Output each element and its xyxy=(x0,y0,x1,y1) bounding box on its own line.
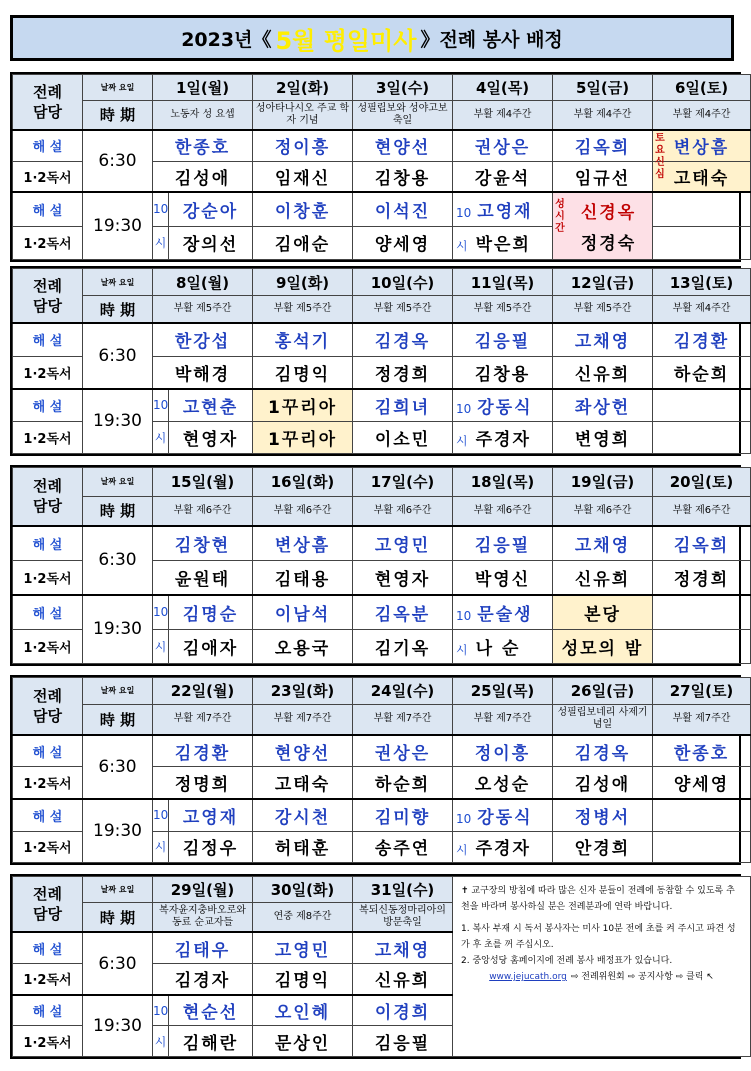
week-block xyxy=(10,72,741,262)
reader-name: 주경자 xyxy=(475,839,531,860)
sat-devotion-note: 토요신심 xyxy=(655,133,665,181)
time-early: 6:30 xyxy=(83,323,153,388)
reader-name xyxy=(653,421,751,453)
reader-name: 임재신 xyxy=(253,161,353,192)
commentator-name: 고현춘 xyxy=(169,389,253,422)
ten-label: 10 xyxy=(153,995,169,1026)
reader-name: 하순희 xyxy=(653,356,751,389)
reader-name: 정명희 xyxy=(153,767,253,799)
reader-name: 박해경 xyxy=(153,356,253,389)
reader-label: 1·2독서 xyxy=(13,356,83,389)
notes-box xyxy=(453,877,751,1057)
day-date: 24일(수) xyxy=(353,678,453,705)
ten-hour-label: 시 xyxy=(153,421,169,453)
reader-name: 문상인 xyxy=(253,1026,353,1057)
day-date: 6일(토) xyxy=(653,75,751,101)
time-late: 19:30 xyxy=(83,995,153,1057)
day-date: 11일(목) xyxy=(453,269,553,296)
page-title xyxy=(10,15,734,61)
reader-name: 김해란 xyxy=(169,1026,253,1057)
reader-name: 양세영 xyxy=(353,226,453,259)
day-feast: 부활 제7주간 xyxy=(153,704,253,735)
commentator-name: 한종호 xyxy=(153,130,253,161)
duty-line1: 전례 xyxy=(33,885,62,904)
day-feast: 부활 제7주간 xyxy=(453,704,553,735)
reader-name: 김애자 xyxy=(169,630,253,664)
commentator-name: 강동식 xyxy=(477,397,533,418)
reader-name: 임규선 xyxy=(553,161,653,192)
period-label: 時 期 xyxy=(83,100,153,130)
notes-item1: 1. 복사 부재 시 독서 봉사자는 미사 10분 전에 초를 켜 주시고 파견 성가 후 초를 꺼 주십시오. xyxy=(461,924,736,950)
reader-name: 김응필 xyxy=(353,1026,453,1057)
commentator-name: 고영민 xyxy=(353,526,453,561)
reader-name: 김정우 xyxy=(169,831,253,862)
commentator-name: 1꾸리아 xyxy=(253,389,353,422)
duty-line1: 전례 xyxy=(33,276,62,295)
reader-label: 1·2독서 xyxy=(13,964,83,995)
commentator-name xyxy=(653,192,751,226)
duty-line2: 담당 xyxy=(33,497,62,516)
day-feast: 부활 제4주간 xyxy=(553,100,653,130)
day-feast: 부활 제5주간 xyxy=(153,296,253,324)
day-date: 12일(금) xyxy=(553,269,653,296)
reader-name: 김기옥 xyxy=(353,630,453,664)
date-day-label: 날짜 요일 xyxy=(83,468,153,497)
time-late: 19:30 xyxy=(83,595,153,664)
holy-hour-cell xyxy=(553,192,653,259)
period-label: 時 期 xyxy=(83,296,153,324)
commentator-name: 고영민 xyxy=(253,932,353,963)
commentator-name: 홍석기 xyxy=(253,323,353,356)
period-label: 時 期 xyxy=(83,704,153,735)
period-label: 時 期 xyxy=(83,902,153,932)
reader-name: 송주연 xyxy=(353,831,453,862)
ten-label: 10 xyxy=(456,205,472,220)
reader-name: 윤원태 xyxy=(153,560,253,595)
day-feast: 성아타나시오 주교 학자 기념 xyxy=(253,100,353,130)
duty-line2: 담당 xyxy=(33,706,62,725)
commentator-name: 김태우 xyxy=(153,932,253,963)
reader-name xyxy=(653,630,751,664)
reader-label: 1·2독서 xyxy=(13,161,83,192)
commentator-name: 김명순 xyxy=(169,595,253,630)
reader-name: 정경희 xyxy=(653,560,751,595)
period-label: 時 期 xyxy=(83,496,153,525)
commentary-label: 해 설 xyxy=(13,192,83,226)
reader-name: 정경숙 xyxy=(580,234,637,255)
day-feast: 성필립보와 성야고보축일 xyxy=(353,100,453,130)
time-late: 19:30 xyxy=(83,389,153,454)
ten-label: 10 xyxy=(456,401,472,416)
reader-name: 신유희 xyxy=(553,560,653,595)
day-date: 20일(토) xyxy=(653,468,751,497)
commentator-name: 문술생 xyxy=(477,604,533,625)
commentator-name: 김옥희 xyxy=(553,130,653,161)
date-day-label: 날짜 요일 xyxy=(83,678,153,705)
duty-line2: 담당 xyxy=(33,905,62,924)
commentator-name: 현순선 xyxy=(169,995,253,1026)
ten-cell xyxy=(453,192,553,226)
reader-name: 나 순 xyxy=(475,639,521,659)
day-date: 1일(월) xyxy=(153,75,253,101)
day-date: 30일(화) xyxy=(253,877,353,903)
day-feast: 부활 제4주간 xyxy=(653,100,751,130)
day-feast: 부활 제5주간 xyxy=(453,296,553,324)
commentator-name: 권상은 xyxy=(353,735,453,767)
ten-hour-cell xyxy=(453,226,553,259)
commentator-name: 김경환 xyxy=(153,735,253,767)
day-date: 22일(월) xyxy=(153,678,253,705)
commentator-name: 이석진 xyxy=(353,192,453,226)
ten-hour-label: 시 xyxy=(456,643,468,657)
reader-name: 이소민 xyxy=(353,421,453,453)
commentator-name: 강시천 xyxy=(253,799,353,831)
homepage-link[interactable]: www.jejucath.org xyxy=(489,972,567,982)
day-date: 2일(화) xyxy=(253,75,353,101)
time-late: 19:30 xyxy=(83,799,153,863)
day-date: 27일(토) xyxy=(653,678,751,705)
duty-label xyxy=(13,269,83,324)
commentator-name: 김경옥 xyxy=(353,323,453,356)
reader-name: 고태숙 xyxy=(653,161,751,192)
reader-name: 변영희 xyxy=(553,421,653,453)
day-date: 13일(토) xyxy=(653,269,751,296)
ten-label: 10 xyxy=(153,389,169,422)
day-date: 25일(목) xyxy=(453,678,553,705)
day-date: 3일(수) xyxy=(353,75,453,101)
commentator-name: 김창현 xyxy=(153,526,253,561)
reader-name: 성모의 밤 xyxy=(553,630,653,664)
week-block xyxy=(10,266,741,456)
commentary-label: 해 설 xyxy=(13,323,83,356)
reader-label: 1·2독서 xyxy=(13,560,83,595)
day-date: 18일(목) xyxy=(453,468,553,497)
reader-name: 오성순 xyxy=(453,767,553,799)
commentator-name: 정이흥 xyxy=(453,735,553,767)
day-date: 31일(수) xyxy=(353,877,453,903)
reader-name: 김애순 xyxy=(253,226,353,259)
reader-name: 고태숙 xyxy=(253,767,353,799)
duty-label xyxy=(13,877,83,933)
day-feast: 부활 제6주간 xyxy=(553,496,653,525)
day-date: 4일(목) xyxy=(453,75,553,101)
date-day-label: 날짜 요일 xyxy=(83,75,153,101)
commentator-name: 한강섭 xyxy=(153,323,253,356)
commentator-name: 정병서 xyxy=(553,799,653,831)
ten-hour-label: 시 xyxy=(153,226,169,259)
commentary-label: 해 설 xyxy=(13,995,83,1026)
commentator-name: 권상은 xyxy=(453,130,553,161)
ten-hour-label: 시 xyxy=(456,843,468,858)
time-late: 19:30 xyxy=(83,192,153,259)
commentator-name: 김응필 xyxy=(453,323,553,356)
day-date: 23일(화) xyxy=(253,678,353,705)
day-date: 10일(수) xyxy=(353,269,453,296)
ten-hour-label: 시 xyxy=(153,630,169,664)
day-feast: 부활 제5주간 xyxy=(253,296,353,324)
day-feast: 부활 제6주간 xyxy=(653,496,751,525)
reader-name: 허태훈 xyxy=(253,831,353,862)
day-feast: 부활 제7주간 xyxy=(653,704,751,735)
time-early: 6:30 xyxy=(83,526,153,595)
commentator-name: 본당 xyxy=(553,595,653,630)
reader-label: 1·2독서 xyxy=(13,226,83,259)
commentator-name: 고영재 xyxy=(477,201,533,222)
commentary-label: 해 설 xyxy=(13,932,83,963)
reader-name: 김경자 xyxy=(153,964,253,995)
ten-label: 10 xyxy=(153,595,169,630)
commentator-name: 현양선 xyxy=(253,735,353,767)
holy-hour-note: 성시간 xyxy=(555,199,565,235)
day-feast: 부활 제7주간 xyxy=(353,704,453,735)
duty-line1: 전례 xyxy=(33,686,62,705)
ten-cell xyxy=(453,799,553,831)
commentator-name xyxy=(653,389,751,422)
reader-name: 신유희 xyxy=(353,964,453,995)
week-block xyxy=(10,675,741,865)
commentator-name: 이경희 xyxy=(353,995,453,1026)
commentator-name: 좌상헌 xyxy=(553,389,653,422)
duty-line2: 담당 xyxy=(33,296,62,315)
reader-name: 장의선 xyxy=(169,226,253,259)
commentator-name: 오인혜 xyxy=(253,995,353,1026)
title-month: 5월 평일미사 xyxy=(275,26,417,55)
day-date: 8일(월) xyxy=(153,269,253,296)
day-date: 17일(수) xyxy=(353,468,453,497)
time-early: 6:30 xyxy=(83,735,153,799)
commentator-name: 현양선 xyxy=(353,130,453,161)
reader-name xyxy=(653,831,751,862)
reader-label: 1·2독서 xyxy=(13,831,83,862)
ten-label: 10 xyxy=(456,608,472,623)
commentator-name: 김옥분 xyxy=(353,595,453,630)
commentator-name xyxy=(653,595,751,630)
duty-label xyxy=(13,468,83,526)
commentator-name: 김응필 xyxy=(453,526,553,561)
day-feast: 부활 제4주간 xyxy=(453,100,553,130)
day-feast: 부활 제5주간 xyxy=(353,296,453,324)
commentary-label: 해 설 xyxy=(13,389,83,422)
ten-label: 10 xyxy=(456,811,472,826)
commentary-label: 해 설 xyxy=(13,735,83,767)
time-early: 6:30 xyxy=(83,932,153,994)
time-early: 6:30 xyxy=(83,130,153,192)
day-date: 26일(금) xyxy=(553,678,653,705)
commentary-label: 해 설 xyxy=(13,595,83,630)
reader-name: 김명익 xyxy=(253,356,353,389)
commentator-name: 김옥희 xyxy=(653,526,751,561)
ten-cell xyxy=(453,389,553,422)
commentary-label: 해 설 xyxy=(13,130,83,161)
day-feast: 부활 제7주간 xyxy=(253,704,353,735)
week-block xyxy=(10,465,741,666)
reader-name xyxy=(653,226,751,259)
duty-line2: 담당 xyxy=(33,103,62,122)
reader-name: 김창용 xyxy=(353,161,453,192)
reader-name: 주경자 xyxy=(475,429,531,450)
reader-name: 김창용 xyxy=(453,356,553,389)
reader-name: 신유희 xyxy=(553,356,653,389)
reader-name: 오용국 xyxy=(253,630,353,664)
day-feast: 부활 제6주간 xyxy=(453,496,553,525)
date-day-label: 날짜 요일 xyxy=(83,269,153,296)
reader-name: 양세영 xyxy=(653,767,751,799)
commentator-name: 강동식 xyxy=(477,807,533,828)
duty-line1: 전례 xyxy=(33,83,62,102)
reader-name: 정경희 xyxy=(353,356,453,389)
reader-label: 1·2독서 xyxy=(13,1026,83,1057)
notes-item2: 2. 중앙성당 홈페이지에 전례 봉사 배정표가 있습니다. xyxy=(461,956,673,966)
day-date: 29일(월) xyxy=(153,877,253,903)
reader-name: 김성애 xyxy=(553,767,653,799)
commentator-name: 김미향 xyxy=(353,799,453,831)
day-date: 15일(월) xyxy=(153,468,253,497)
commentator-name: 김경옥 xyxy=(553,735,653,767)
day-feast: 부활 제5주간 xyxy=(553,296,653,324)
reader-label: 1·2독서 xyxy=(13,421,83,453)
day-feast: 복자윤지충바오로와 동료 순교자들 xyxy=(153,902,253,932)
ten-hour-label: 시 xyxy=(456,433,468,448)
commentator-name: 고채영 xyxy=(553,323,653,356)
notes-link-line xyxy=(461,969,742,985)
reader-name: 김명익 xyxy=(253,964,353,995)
day-feast: 부활 제6주간 xyxy=(153,496,253,525)
duty-label xyxy=(13,75,83,131)
ten-cell xyxy=(453,595,553,630)
notes-intro: ✝ 교구장의 방침에 따라 많은 신자 분들이 전례에 동참할 수 있도록 추천을 바라며 봉사하실 분은 전례분과에 연락 바랍니다. xyxy=(461,886,735,912)
commentary-label: 해 설 xyxy=(13,526,83,561)
day-date: 9일(화) xyxy=(253,269,353,296)
reader-label: 1·2독서 xyxy=(13,767,83,799)
reader-name: 강윤석 xyxy=(453,161,553,192)
day-feast: 부활 제4주간 xyxy=(653,296,751,324)
title-suffix: 》전례 봉사 배정 xyxy=(420,28,563,51)
day-date: 19일(금) xyxy=(553,468,653,497)
commentator-name: 변상흠 xyxy=(673,138,730,159)
commentator-name: 김경환 xyxy=(653,323,751,356)
commentator-name: 이남석 xyxy=(253,595,353,630)
ten-hour-label: 시 xyxy=(153,1026,169,1057)
reader-name: 김성애 xyxy=(153,161,253,192)
day-feast: 성필립보네리 사제기념일 xyxy=(553,704,653,735)
commentator-name: 정이흥 xyxy=(253,130,353,161)
ten-hour-label: 시 xyxy=(153,831,169,862)
day-date: 16일(화) xyxy=(253,468,353,497)
commentator-name: 김희녀 xyxy=(353,389,453,422)
day-feast: 노동자 성 요셉 xyxy=(153,100,253,130)
title-prefix: 2023년《 xyxy=(181,28,272,51)
ten-hour-cell xyxy=(453,421,553,453)
commentator-name: 강순아 xyxy=(169,192,253,226)
reader-name: 김태용 xyxy=(253,560,353,595)
day-feast: 복되신동정마리아의 방문축일 xyxy=(353,902,453,932)
commentator-name xyxy=(653,799,751,831)
reader-name: 현영자 xyxy=(169,421,253,453)
reader-label: 1·2독서 xyxy=(13,630,83,664)
commentator-name: 고채영 xyxy=(353,932,453,963)
ten-hour-label: 시 xyxy=(456,239,468,254)
commentary-label: 해 설 xyxy=(13,799,83,831)
date-day-label: 날짜 요일 xyxy=(83,877,153,903)
week-block xyxy=(10,874,741,1059)
commentator-name: 이창훈 xyxy=(253,192,353,226)
ten-hour-cell xyxy=(453,630,553,664)
ten-hour-cell xyxy=(453,831,553,862)
reader-name: 안경희 xyxy=(553,831,653,862)
commentator-name: 신경옥 xyxy=(580,203,637,224)
commentator-name: 변상흠 xyxy=(253,526,353,561)
day-feast: 부활 제6주간 xyxy=(353,496,453,525)
day-date: 5일(금) xyxy=(553,75,653,101)
commentator-name: 한종호 xyxy=(653,735,751,767)
reader-name: 1꾸리아 xyxy=(253,421,353,453)
day-feast: 부활 제6주간 xyxy=(253,496,353,525)
duty-label xyxy=(13,678,83,735)
ten-label: 10 xyxy=(153,799,169,831)
day-feast: 연중 제8주간 xyxy=(253,902,353,932)
commentator-name: 고영재 xyxy=(169,799,253,831)
ten-label: 10 xyxy=(153,192,169,226)
duty-line1: 전례 xyxy=(33,477,62,496)
reader-name: 박영신 xyxy=(453,560,553,595)
commentator-name: 고채영 xyxy=(553,526,653,561)
reader-name: 현영자 xyxy=(353,560,453,595)
reader-name: 하순희 xyxy=(353,767,453,799)
notes-path: ⇨ 전례위원회 ⇨ 공지사항 ⇨ 클릭 ↖ xyxy=(570,972,714,982)
reader-name: 박은희 xyxy=(475,235,531,256)
